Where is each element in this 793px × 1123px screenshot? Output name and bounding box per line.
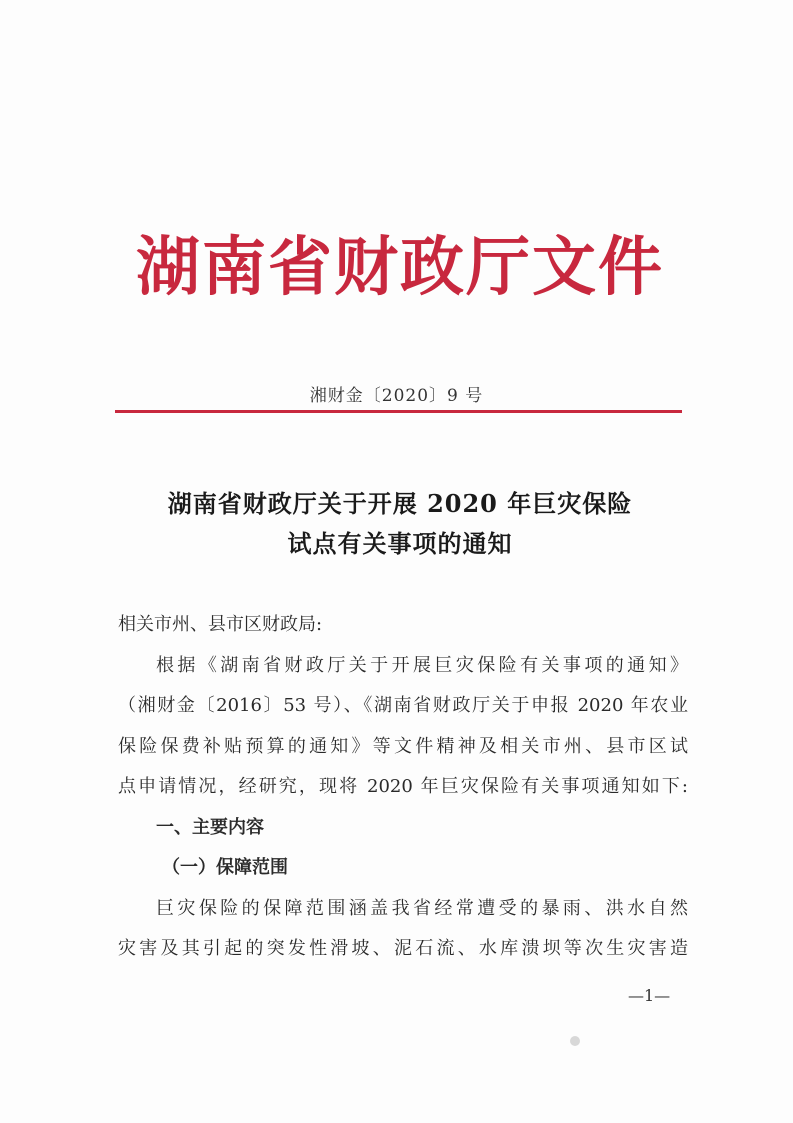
paragraph-2-line-1: 巨灾保险的保障范围涵盖我省经常遭受的暴雨、洪水自然 — [156, 897, 688, 919]
red-divider-rule — [115, 410, 682, 413]
document-number: 湘财金〔2020〕9 号 — [309, 386, 484, 406]
notice-title-line-2: 试点有关事项的通知 — [287, 529, 513, 558]
notice-title — [100, 484, 700, 564]
subsection-1-heading: （一）保障范围 — [162, 857, 288, 878]
paragraph-1-line-4: 点申请情况，经研究，现将 2020 年巨灾保险有关事项通知如下: — [118, 776, 688, 797]
scan-dot-mark — [570, 1036, 580, 1046]
paragraph-1-line-2: （湘财金〔2016〕53 号）、《湖南省财政厅关于申报 2020 年农业 — [118, 695, 688, 716]
paragraph-1-line-3: 保险保费补贴预算的通知》等文件精神及相关市州、县市区试 — [118, 735, 688, 757]
document-body — [118, 605, 688, 970]
salutation: 相关市州、县市区财政局: — [118, 614, 323, 635]
paragraph-1-line-1: 根据《湖南省财政厅关于开展巨灾保险有关事项的通知》 — [156, 654, 688, 676]
masthead-title: 湖南省财政厅文件 — [136, 231, 664, 305]
notice-title-line-1: 湖南省财政厅关于开展 2020 年巨灾保险 — [167, 489, 633, 518]
section-1-heading: 一、主要内容 — [156, 816, 264, 838]
paragraph-2-line-2: 灾害及其引起的突发性滑坡、泥石流、水库溃坝等次生灾害造 — [118, 938, 688, 959]
page-number: —1— — [628, 986, 671, 1005]
